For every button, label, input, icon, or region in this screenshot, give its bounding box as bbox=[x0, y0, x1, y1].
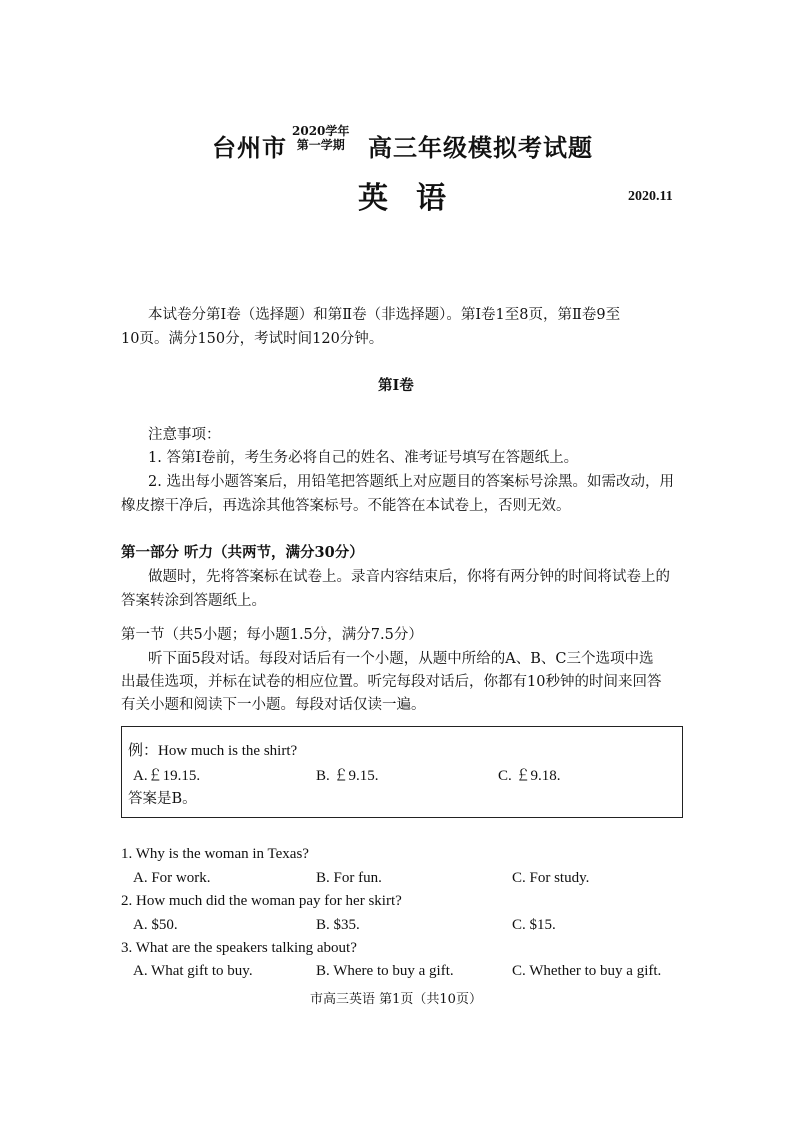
question-3-option-a: A. What gift to buy. bbox=[133, 963, 253, 979]
section1-line2: 出最佳选项，并标在试卷的相应位置。听完每段对话后，你都有10秒钟的时间来回答 bbox=[121, 674, 662, 690]
example-option-c: C. ￡9.18. bbox=[498, 768, 561, 784]
question-2-option-b: B. $35. bbox=[316, 917, 360, 933]
volume-title: 第Ⅰ卷 bbox=[378, 377, 414, 394]
question-1-option-c: C. For study. bbox=[512, 870, 590, 886]
section1-line1: 听下面5段对话。每段对话后有一个小题，从题中所给的A、B、C三个选项中选 bbox=[148, 651, 654, 667]
subject-title: 英语 bbox=[358, 181, 474, 216]
exam-city: 台州市 bbox=[212, 133, 287, 162]
question-1-option-b: B. For fun. bbox=[316, 870, 382, 886]
intro-line1: 本试卷分第Ⅰ卷（选择题）和第Ⅱ卷（非选择题）。第Ⅰ卷1至8页，第Ⅱ卷9至 bbox=[148, 307, 621, 323]
exam-year-block bbox=[292, 124, 349, 152]
page-footer: 市高三英语 第1页（共10页） bbox=[310, 992, 482, 1007]
part1-line2: 答案转涂到答题纸上。 bbox=[121, 593, 266, 609]
question-2-option-a: A. $50. bbox=[133, 917, 178, 933]
exam-year-line1: 2020学年 bbox=[292, 124, 350, 138]
example-option-b: B. ￡9.15. bbox=[316, 768, 379, 784]
exam-year-line2: 第一学期 bbox=[296, 138, 345, 152]
section1-line3: 有关小题和阅读下一小题。每段对话仅读一遍。 bbox=[121, 697, 426, 713]
example-question: 例：How much is the shirt? bbox=[128, 743, 298, 759]
exam-date: 2020.11 bbox=[628, 189, 673, 204]
question-2-stem: 2. How much did the woman pay for her skirt? bbox=[121, 893, 402, 909]
intro-line2: 10页。满分150分，考试时间120分钟。 bbox=[121, 331, 384, 347]
notes-item2-line2: 橡皮擦干净后，再选涂其他答案标号。不能答在本试卷上，否则无效。 bbox=[121, 498, 571, 514]
question-1-stem: 1. Why is the woman in Texas? bbox=[121, 846, 309, 862]
notes-heading: 注意事项： bbox=[148, 427, 221, 443]
notes-item1: 1. 答第Ⅰ卷前，考生务必将自己的姓名、准考证号填写在答题纸上。 bbox=[148, 450, 579, 466]
notes-item2-line1: 2. 选出每小题答案后，用铅笔把答题纸上对应题目的答案标号涂黑。如需改动，用 bbox=[148, 474, 674, 490]
part1-heading: 第一部分 听力（共两节，满分30分） bbox=[121, 544, 364, 561]
section1-heading: 第一节（共5小题；每小题1.5分，满分7.5分） bbox=[121, 627, 423, 643]
question-3-option-c: C. Whether to buy a gift. bbox=[512, 963, 662, 979]
question-3-option-b: B. Where to buy a gift. bbox=[316, 963, 454, 979]
question-3-stem: 3. What are the speakers talking about? bbox=[121, 940, 357, 956]
question-1-option-a: A. For work. bbox=[133, 870, 211, 886]
part1-line1: 做题时，先将答案标在试卷上。录音内容结束后，你将有两分钟的时间将试卷上的 bbox=[148, 569, 670, 585]
question-2-option-c: C. $15. bbox=[512, 917, 556, 933]
example-answer: 答案是B。 bbox=[128, 791, 197, 807]
exam-title: 高三年级模拟考试题 bbox=[368, 133, 593, 162]
example-option-a: A.￡19.15. bbox=[133, 768, 201, 784]
